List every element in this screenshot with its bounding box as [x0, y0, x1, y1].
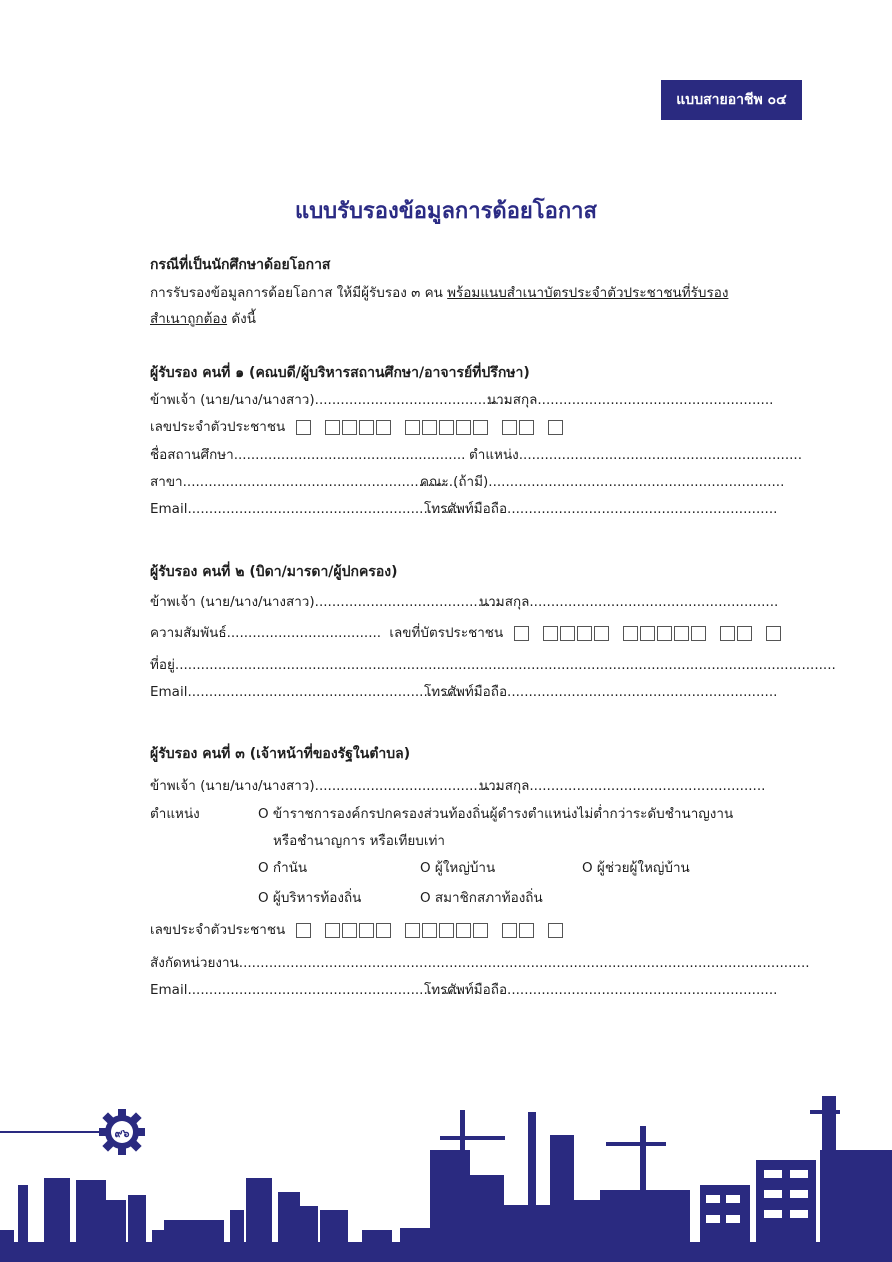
s1-id-row — [150, 418, 577, 436]
page-title: แบบรับรองข้อมูลการด้อยโอกาส — [295, 199, 597, 224]
city-skyline-illustration — [0, 1090, 892, 1262]
s2-email-field[interactable]: Email................................................................ — [150, 684, 463, 700]
s3-email-field[interactable]: Email................................................................ — [150, 982, 463, 998]
s1-id-boxes[interactable] — [296, 420, 577, 435]
s2-surname-field[interactable]: นามสกุล.......................................................... — [479, 594, 779, 610]
s3-option-local-admin[interactable]: O ผู้บริหารท้องถิ่น — [258, 890, 362, 906]
s2-relation-row — [150, 624, 795, 642]
s3-option-council-member[interactable]: O สมาชิกสภาท้องถิ่น — [420, 890, 543, 906]
s1-branch-field[interactable]: สาขา................................................................ — [150, 474, 458, 490]
s1-faculty-field[interactable]: คณะ (ถ้ามี)..................................................................... — [420, 474, 785, 490]
s3-name-field[interactable]: ข้าพเจ้า (นาย/นาง/นางสาว)............................................ — [150, 778, 504, 794]
page-number: ๙๖ — [114, 1127, 130, 1140]
s3-option-official[interactable]: O ข้าราชการองค์กรปกครองส่วนท้องถิ่นผู้ดำรงตำแหน่งไม่ต่ำกว่าระดับชำนาญงาน — [258, 806, 734, 822]
section1-heading: ผู้รับรอง คนที่ ๑ (คณบดี/ผู้บริหารสถานศึกษา/อาจารย์ที่ปรึกษา) — [150, 365, 530, 381]
intro-line-1 — [150, 284, 728, 302]
s3-option-assistant-head[interactable]: O ผู้ช่วยผู้ใหญ่บ้าน — [582, 860, 690, 876]
intro-underlined: พร้อมแนบสำเนาบัตรประจำตัวประชาชนที่รับรอง — [447, 285, 729, 301]
s1-surname-field[interactable]: นามสกุล....................................................... — [487, 392, 774, 408]
s3-phone-field[interactable]: โทรศัพท์มือถือ............................................................... — [424, 982, 778, 998]
s3-option-village-head[interactable]: O ผู้ใหญ่บ้าน — [420, 860, 496, 876]
s3-id-label: เลขประจำตัวประชาชน — [150, 922, 286, 938]
s1-phone-field[interactable]: โทรศัพท์มือถือ............................................................... — [424, 501, 778, 517]
s3-id-boxes[interactable] — [296, 923, 577, 938]
intro-heading: กรณีที่เป็นนักศึกษาด้อยโอกาส — [150, 257, 331, 273]
s2-relation-field[interactable]: ความสัมพันธ์.................................... — [150, 625, 382, 641]
s1-school-field[interactable]: ชื่อสถานศึกษา...................................................... — [150, 447, 466, 463]
form-code-badge: แบบสายอาชีพ ๐๔ — [661, 80, 802, 120]
s2-id-boxes[interactable] — [514, 626, 795, 641]
s3-unit-field[interactable]: สังกัดหน่วยงาน..................................................................................................................................... — [150, 955, 810, 971]
intro-text: การรับรองข้อมูลการด้อยโอกาส ให้มีผู้รับรอง ๓ คน — [150, 285, 448, 301]
s3-option-official-cont: หรือชำนาญการ หรือเทียบเท่า — [273, 833, 445, 849]
s3-id-row — [150, 921, 577, 939]
s3-option-kamnan[interactable]: O กำนัน — [258, 860, 308, 876]
s1-position-field[interactable]: ตำแหน่ง.................................................................. — [469, 447, 802, 463]
intro-underlined-2: สำเนาถูกต้อง — [150, 311, 228, 327]
s2-phone-field[interactable]: โทรศัพท์มือถือ............................................................... — [424, 684, 778, 700]
s2-address-field[interactable]: ที่อยู่.......................................................................................................................................................... — [150, 657, 836, 673]
intro-line-2 — [150, 310, 256, 328]
s1-name-field[interactable]: ข้าพเจ้า (นาย/นาง/นางสาว).............................................. — [150, 392, 513, 408]
s2-name-field[interactable]: ข้าพเจ้า (นาย/นาง/นางสาว)............................................ — [150, 594, 504, 610]
s2-id-label: เลขที่บัตรประชาชน — [389, 625, 504, 641]
s3-position-label: ตำแหน่ง — [150, 806, 200, 822]
section3-heading: ผู้รับรอง คนที่ ๓ (เจ้าหน้าที่ของรัฐในตำบล) — [150, 746, 411, 762]
intro-text-2: ดังนี้ — [227, 311, 256, 327]
s3-surname-field[interactable]: นามสกุล....................................................... — [479, 778, 766, 794]
s1-email-field[interactable]: Email................................................................ — [150, 501, 463, 517]
section2-heading: ผู้รับรอง คนที่ ๒ (บิดา/มารดา/ผู้ปกครอง) — [150, 564, 398, 580]
s1-id-label: เลขประจำตัวประชาชน — [150, 419, 286, 435]
